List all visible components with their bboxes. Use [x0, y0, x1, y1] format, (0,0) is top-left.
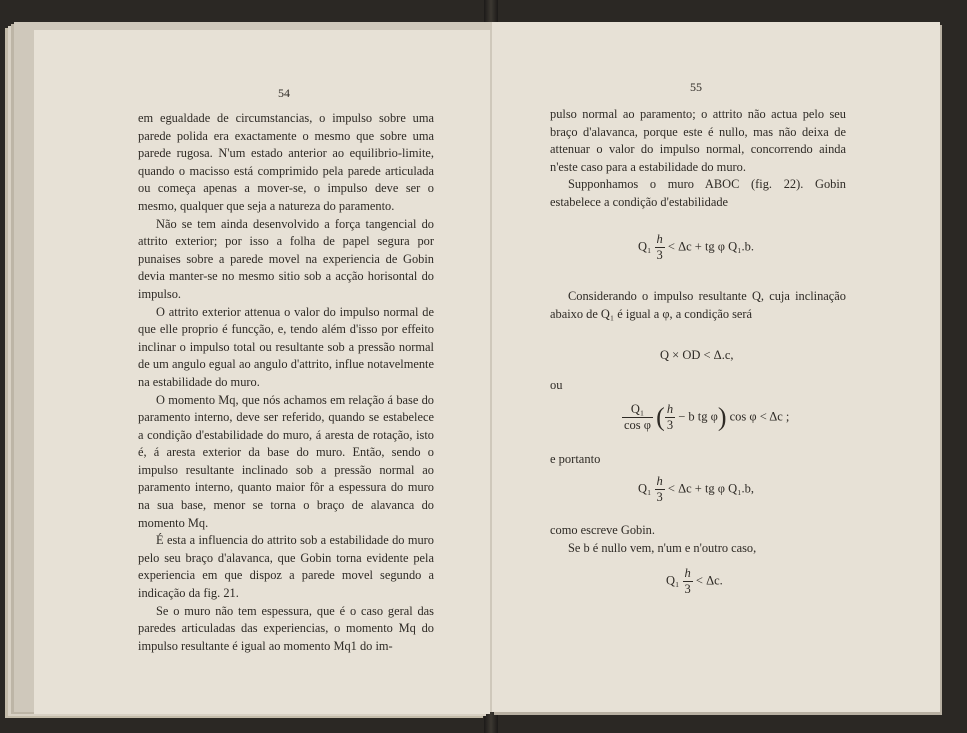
- eq-term: < Δc + tg φ Q₁.b,: [667, 481, 755, 496]
- page-number-right: 55: [690, 80, 702, 94]
- left-page: [34, 30, 490, 714]
- eq-term: < Δc + tg φ Q₁.b.: [667, 239, 755, 254]
- page-number-left: 54: [278, 86, 290, 100]
- fraction: $\frac{h}{3}$: [666, 402, 674, 432]
- eq-term: Q₁: [666, 573, 680, 588]
- right-paragraph-3: [550, 288, 846, 323]
- eq-term: Q₁: [638, 481, 652, 496]
- paragraph: Não se tem ainda desenvolvido a força tangencial do attrito exterior; por isso a folha de papel segura por punaises sobre a parede movel na experiencia de Gobin devia manter-se no mesmo sitio sob a acção horisontal do impulso.: [138, 216, 434, 301]
- word-portanto: e portanto: [550, 452, 601, 466]
- paragraph: Se b é nullo vem, n'um e n'outro caso,: [568, 540, 757, 555]
- paren-close: ): [717, 402, 727, 432]
- paragraph: pulso normal ao paramento; o attrito não actua pelo seu braço d'alavanca, porque este é nullo, mas não deixa de attenuar o valor do impulso normal, concorrendo ainda n'este caso para a estabilidade do muro.: [550, 107, 846, 174]
- eq-term: Q₁: [638, 239, 652, 254]
- eq-term: − b tg φ: [678, 409, 718, 424]
- paragraph: como escreve Gobin.: [550, 523, 655, 537]
- fraction: $\frac{h}{3}$: [684, 566, 691, 596]
- word-ou: ou: [550, 378, 563, 392]
- paragraph: É esta a influencia do attrito sob a estabilidade do muro pelo seu braço d'alavanca, que Gobin torna evidente pela experiencia em que dispoz a parede movel segundo a indicação da fig. 21.: [138, 533, 434, 601]
- equation-4: [638, 474, 754, 505]
- right-page: [492, 22, 940, 712]
- equation-1: [638, 232, 754, 263]
- fraction: $\frac{h}{3}$: [656, 232, 663, 262]
- eq-term: cos φ < Δc ;: [729, 409, 790, 424]
- paren-open: (: [656, 402, 665, 432]
- paragraph: Supponhamos o muro ABOC (fig. 22). Gobin estabelece a condição d'estabilidade: [550, 177, 846, 209]
- paragraph: O momento Mq, que nós achamos em relação á base do paramento interno, deve ser referido, quando se estabelece a condição d'estabilidade do muro, á aresta de rotação, isto é, á aresta exterior da base do muro. Então, sendo o impulso resultante inclinado sob a pressão normal ao paramento interno, quanto maior fôr a espessura do muro na sua base, menor se torna o braço de alavanca do momento Mq.: [138, 392, 434, 530]
- eq-term: < Δc.: [695, 573, 723, 588]
- fraction: $\frac{\text{Q₁}}{\text{cos φ}}$: [624, 402, 652, 432]
- equation-2: Q × OD < Δ.c,: [660, 348, 734, 362]
- left-page-body: [138, 110, 434, 655]
- right-paragraph-1: [550, 106, 846, 212]
- equation-3: [622, 402, 789, 433]
- paragraph: Considerando o impulso resultante Q, cuja inclinação abaixo de Q₁ é igual a φ, a condição será: [550, 289, 846, 321]
- paragraph: em egualdade de circumstancias, o impulso sobre uma parede polida era exactamente o mesmo que sobre uma parede rugosa. N'um estado anterior ao equilibrio-limite, quando o macisso está comprimido pela parede articulada ou começa apenas a mover-se, o impulso deve ser o mesmo, qualquer que seja a natureza do paramento.: [138, 111, 434, 213]
- right-paragraph-4: [550, 522, 846, 557]
- paragraph: Se o muro não tem espessura, que é o caso geral das paredes articuladas das experiencias, o momento Mq do impulso resultante é igual ao momento Mq1 do im-: [138, 603, 434, 653]
- fraction: $\frac{h}{3}$: [656, 474, 663, 504]
- paragraph: O attrito exterior attenua o valor do impulso normal de que elle proprio é funcção, e, tendo além d'isso por effeito inclinar o impulso total ou resultante sob a pressão normal de um angulo egual ao angulo d'attrito, influe notavelmente na estabilidade do muro.: [138, 304, 434, 389]
- equation-5: [666, 566, 723, 597]
